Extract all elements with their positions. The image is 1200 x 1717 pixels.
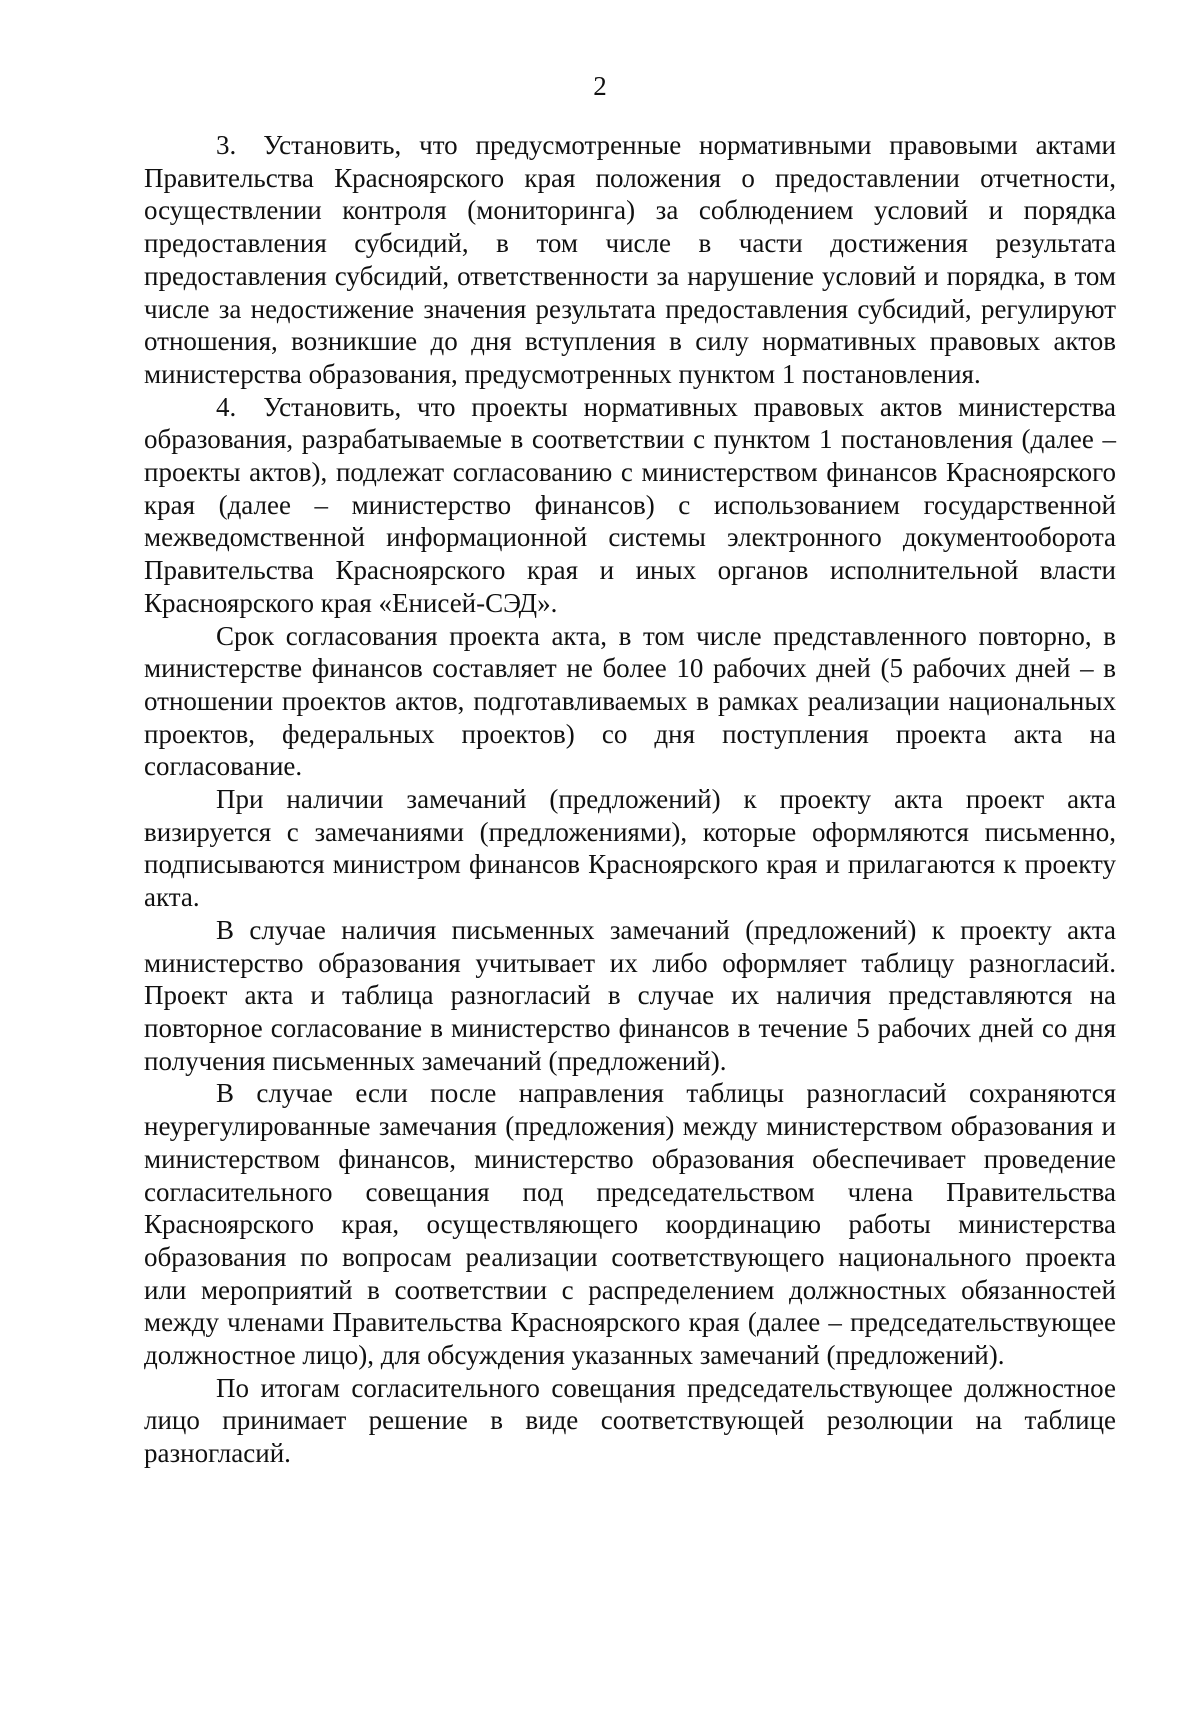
paragraph-conciliation-meeting: В случае если после направления таблицы разногласий сохраняются неурегулированные замечания (предложения) между министерством образования и министерством финансов, министерство образования обеспечивает проведение согласительного совещания под председательством члена Правительства Красноярского края, осуществляющего координацию работы министерства образования по вопросам реализации соответствующего национального проекта или мероприятий в соответствии с распределением должностных обязанностей между членами Правительства Красноярского края (далее – председательствующее должностное лицо), для обсуждения указанных замечаний (предложений). — [144, 1078, 1116, 1371]
document-body — [144, 129, 1116, 1470]
page-number: 2 — [593, 71, 607, 101]
paragraph-item-3: 3. Установить, что предусмотренные нормативными правовыми актами Правительства Красноярского края положения о предоставлении отчетности, осуществлении контроля (мониторинга) за соблюдением условий и порядка предоставления субсидий, в том числе в части достижения результата предоставления субсидий, ответственности за нарушение условий и порядка, в том числе за недостижение значения результата предоставления субсидий, регулируют отношения, возникшие до дня вступления в силу нормативных правовых актов министерства образования, предусмотренных пунктом 1 постановления. — [144, 130, 1116, 389]
paragraph-meeting-outcome: По итогам согласительного совещания председательствующее должностное лицо принимает решение в виде соответствующей резолюции на таблице разногласий. — [144, 1372, 1116, 1469]
paragraph-item-4: 4. Установить, что проекты нормативных правовых актов министерства образования, разрабатываемые в соответствии с пунктом 1 постановления (далее – проекты актов), подлежат согласованию с министерством финансов Красноярского края (далее – министерство финансов) с использованием государственной межведомственной информационной системы электронного документооборота Правительства Красноярского края и иных органов исполнительной власти Красноярского края «Енисей-СЭД». — [144, 391, 1116, 618]
paragraph-remarks: При наличии замечаний (предложений) к проекту акта проект акта визируется с замечаниями (предложениями), которые оформляются письменно, подписываются министром финансов Красноярского края и прилагаются к проекту акта. — [144, 784, 1116, 913]
paragraph-approval-term: Срок согласования проекта акта, в том числе представленного повторно, в министерстве финансов составляет не более 10 рабочих дней (5 рабочих дней – в отношении проектов актов, подготавливаемых в рамках реализации национальных проектов, федеральных проектов) со дня поступления проекта акта на согласование. — [144, 620, 1116, 782]
paragraph-written-remarks: В случае наличия письменных замечаний (предложений) к проекту акта министерство образования учитывает их либо оформляет таблицу разногласий. Проект акта и таблица разногласий в случае их наличия представляются на повторное согласование в министерство финансов в течение 5 рабочих дней со дня получения письменных замечаний (предложений). — [144, 914, 1116, 1076]
